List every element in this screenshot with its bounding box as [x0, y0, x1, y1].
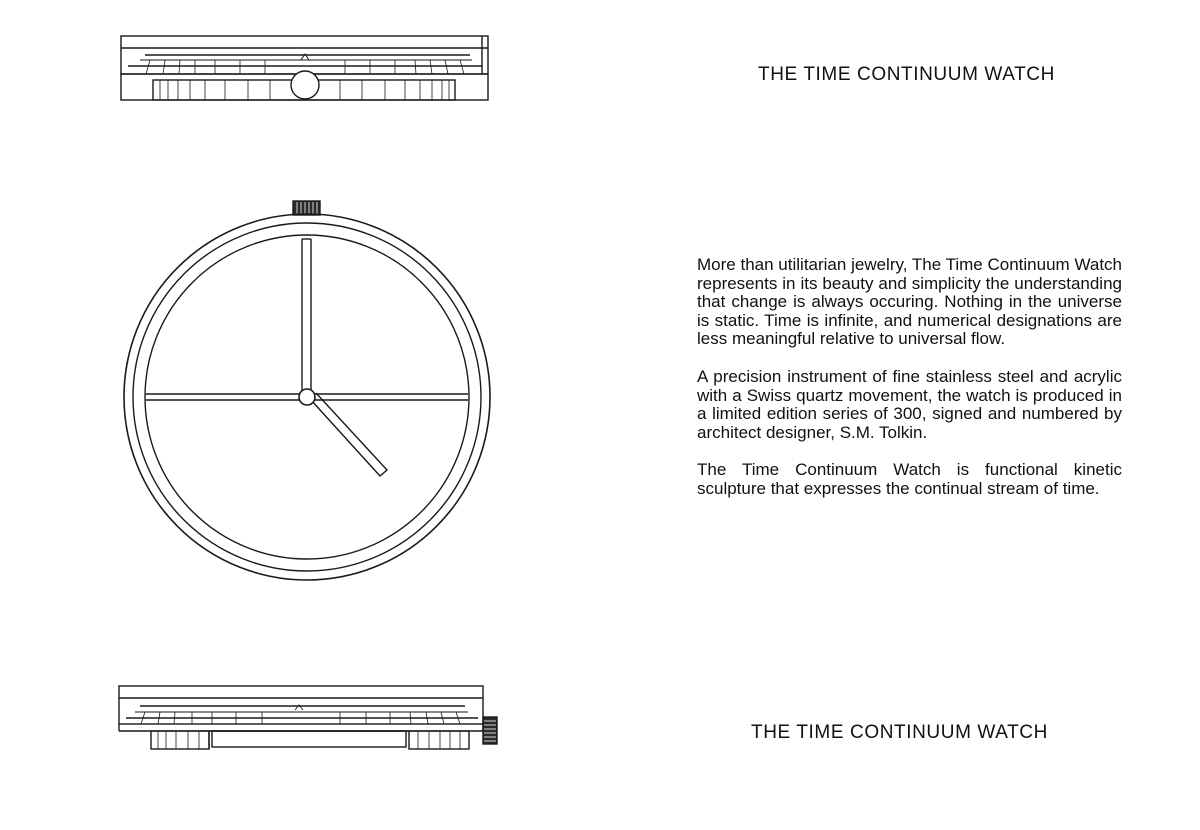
paragraph-construction: A precision instrument of fine stainless steel and acrylic with a Swiss quartz movement, the watch is produced in a limited edition series of 300, signed and numbered by architect designer, S.M. Tolkin.: [697, 366, 1122, 442]
watch-side-view-top: [121, 36, 488, 100]
watch-face-front-view: [124, 201, 490, 580]
paragraph-sculpture: The Time Continuum Watch is functional kinetic sculpture that expresses the continual stream of time.: [697, 460, 1122, 498]
watch-side-view-bottom: [119, 686, 497, 749]
description-text: [697, 256, 1122, 518]
title-top: THE TIME CONTINUUM WATCH: [758, 64, 1055, 85]
title-bottom: THE TIME CONTINUUM WATCH: [751, 722, 1048, 743]
paragraph-intro: More than utilitarian jewelry, The Time Continuum Watch represents in its beauty and simplicity the understanding that change is always occuring. Nothing in the universe is static. Time is infinite, and numerical designations are less meaningful relative to universal flow.: [697, 255, 1122, 349]
